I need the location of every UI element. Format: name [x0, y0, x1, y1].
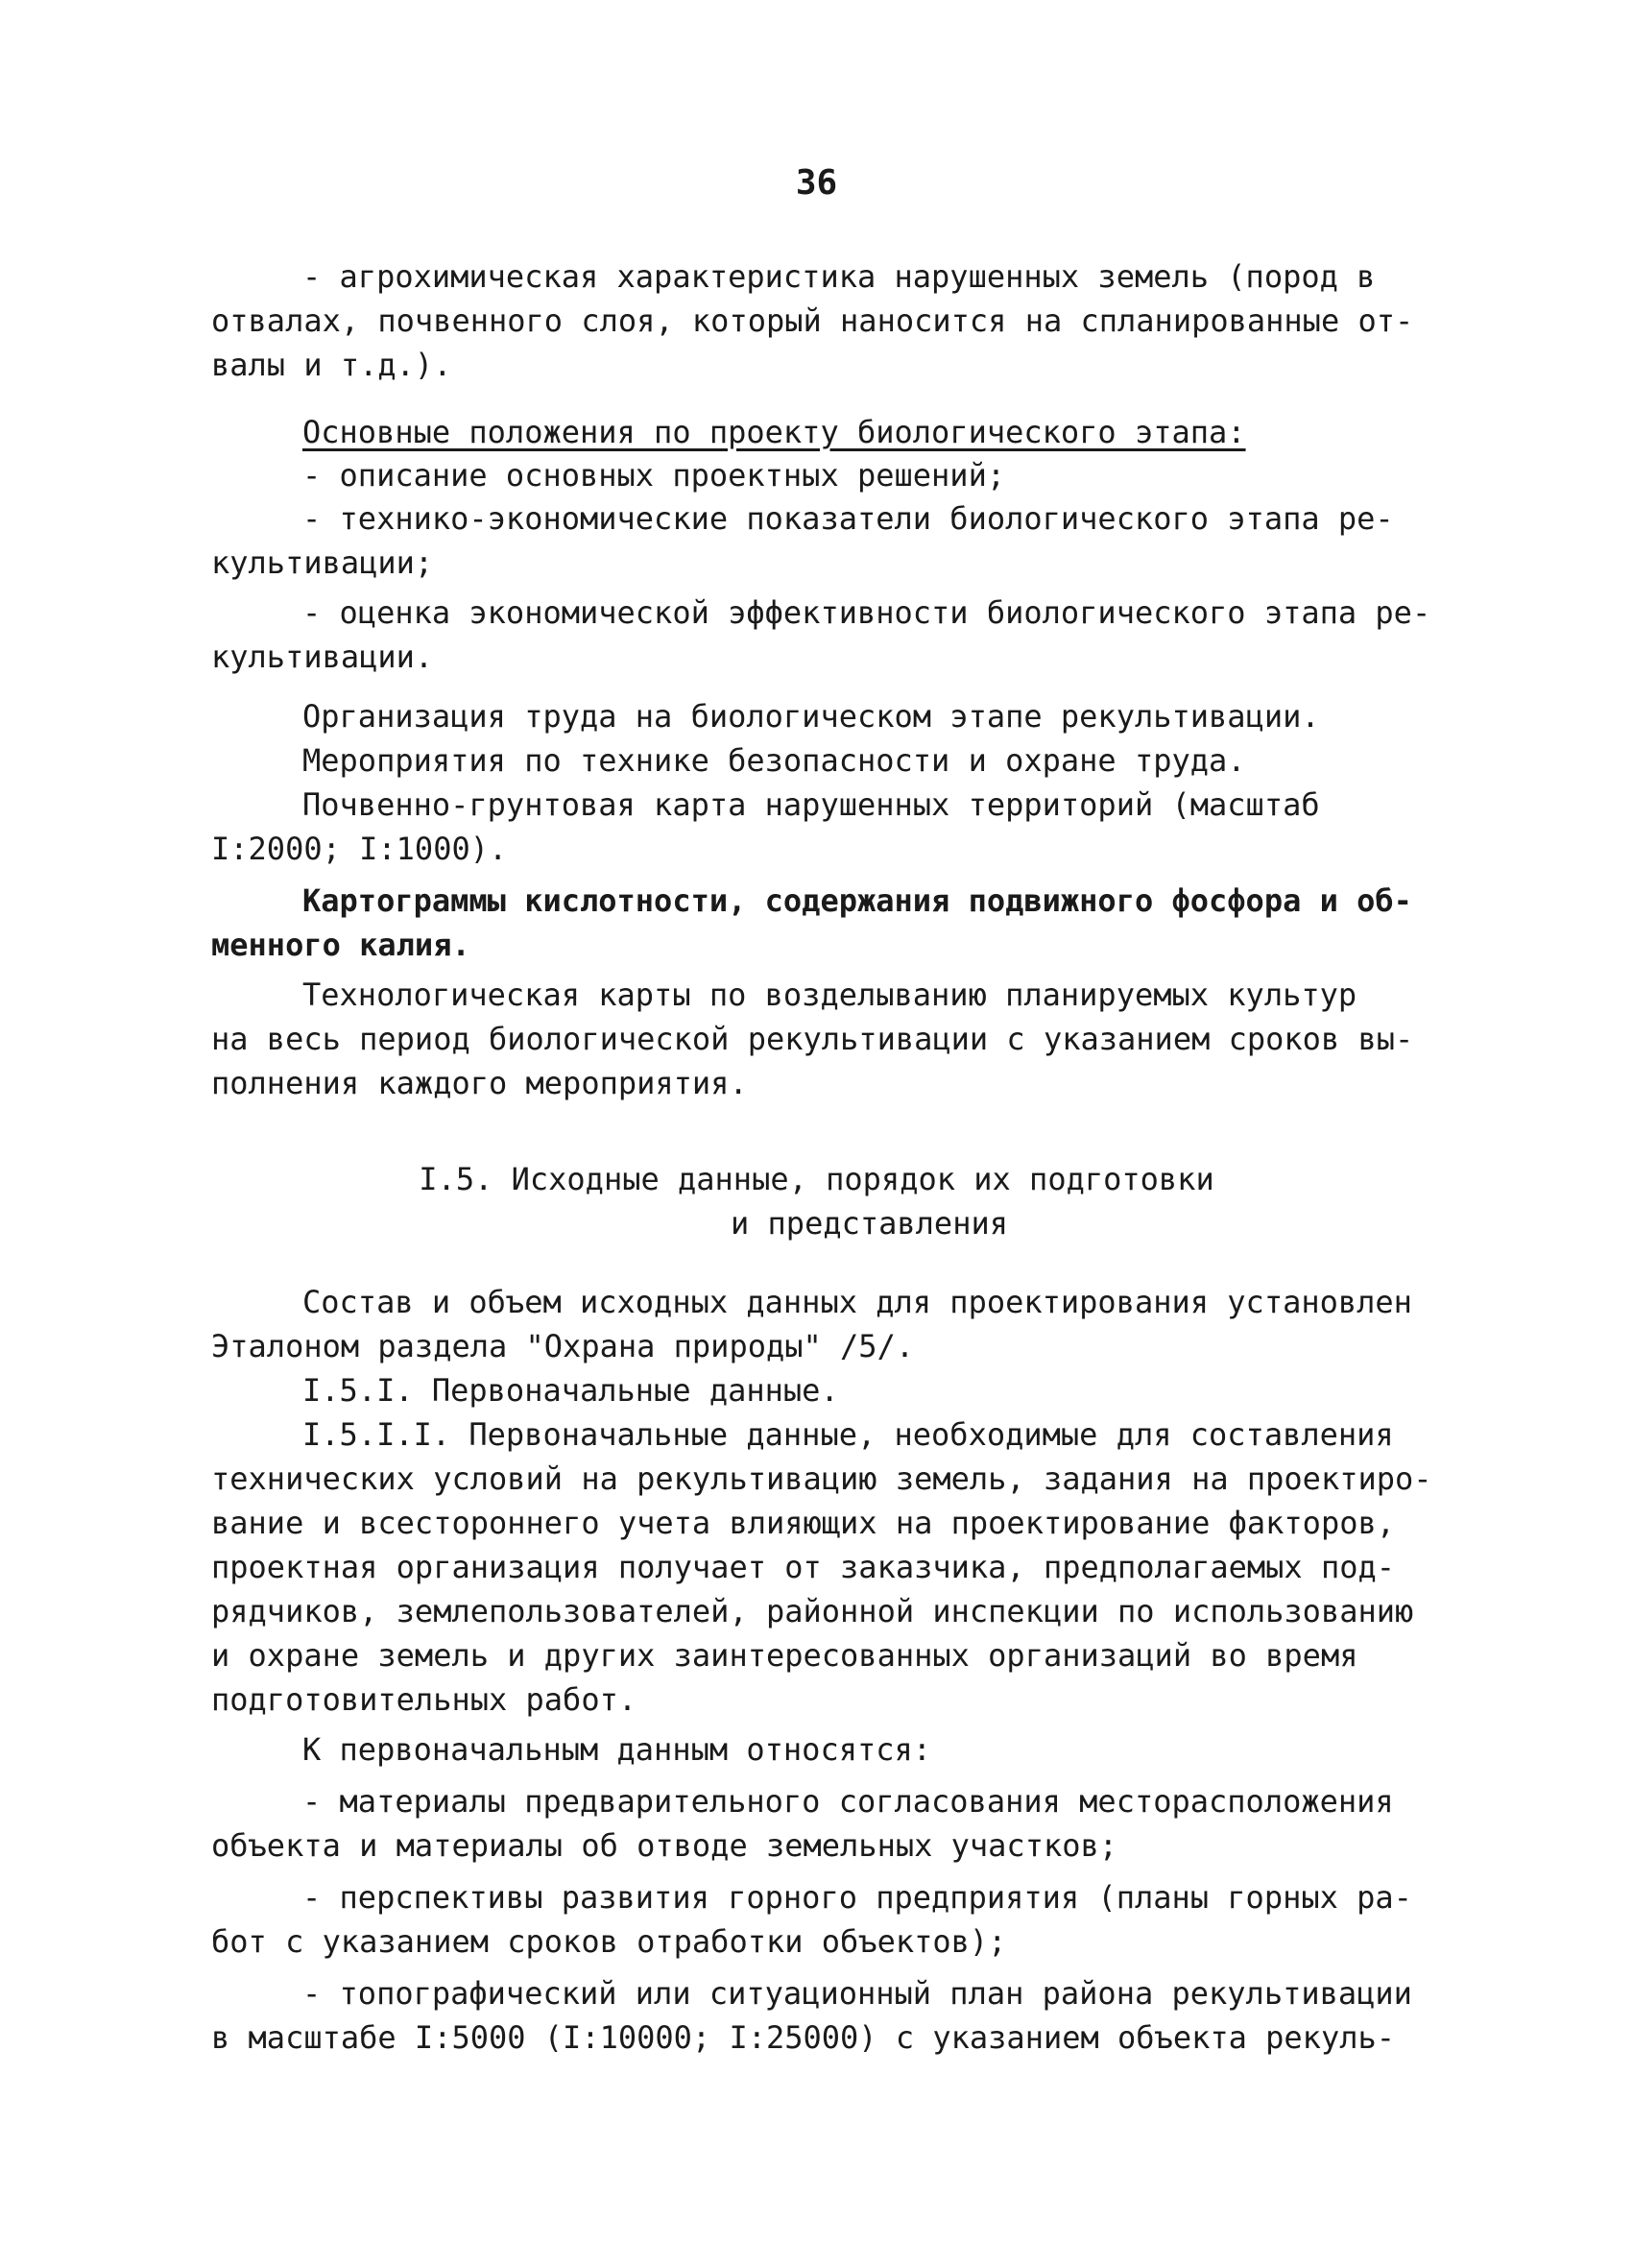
text-line: на весь период биологической рекультивации с указанием сроков вы-: [211, 1021, 1414, 1057]
text-line: - описание основных проектных решений;: [302, 457, 1006, 494]
text-line: и охране земель и других заинтересованных организаций во время: [211, 1637, 1358, 1674]
text-line: культивации.: [211, 639, 434, 675]
text-line: объекта и материалы об отводе земельных участков;: [211, 1827, 1118, 1864]
text-line: Эталоном раздела "Охрана природы" /5/.: [211, 1328, 915, 1364]
section-subheading: Основные положения по проекту биологического этапа:: [302, 414, 1246, 450]
text-line: валы и т.д.).: [211, 347, 452, 383]
text-line: Мероприятия по технике безопасности и охране труда.: [302, 742, 1246, 779]
text-line: К первоначальным данным относятся:: [302, 1731, 932, 1768]
text-line: Почвенно-грунтовая карта нарушенных территорий (масштаб: [302, 786, 1320, 823]
text-line: подготовительных работ.: [211, 1681, 637, 1718]
text-line: менного калия.: [211, 927, 470, 963]
text-line: бот с указанием сроков отработки объектов);: [211, 1923, 1007, 1960]
text-line: I:2000; I:1000).: [211, 831, 508, 867]
section-heading-line-2: и представления: [731, 1205, 1008, 1242]
section-heading-line-1: I.5. Исходные данные, порядок их подготовки: [419, 1161, 1214, 1197]
text-line: Состав и объем исходных данных для проектирования установлен: [302, 1284, 1412, 1320]
text-line: полнения каждого мероприятия.: [211, 1065, 748, 1101]
text-line: - технико-экономические показатели биологического этапа ре-: [302, 500, 1394, 537]
text-line: - перспективы развития горного предприятия (планы горных ра-: [302, 1879, 1412, 1916]
text-line: Картограммы кислотности, содержания подвижного фосфора и об-: [302, 882, 1412, 919]
text-line: проектная организация получает от заказчика, предполагаемых под-: [211, 1549, 1395, 1585]
text-line: культивации;: [211, 544, 434, 581]
text-line: технических условий на рекультивацию земель, задания на проектиро-: [211, 1460, 1432, 1497]
text-line: - агрохимическая характеристика нарушенных земель (пород в: [302, 258, 1376, 295]
text-line: - оценка экономической эффективности биологического этапа ре-: [302, 594, 1431, 631]
text-line: - материалы предварительного согласования месторасположения: [302, 1783, 1394, 1820]
text-line: в масштабе I:5000 (I:10000; I:25000) с указанием объекта рекуль-: [211, 2019, 1395, 2056]
text-line: вание и всестороннего учета влияющих на проектирование факторов,: [211, 1505, 1395, 1541]
page-number: 36: [795, 163, 838, 203]
text-line: отвалах, почвенного слоя, который наносится на спланированные от-: [211, 302, 1414, 339]
text-line: - топографический или ситуационный план района рекультивации: [302, 1975, 1412, 2012]
text-line: I.5.I. Первоначальные данные.: [302, 1372, 839, 1409]
text-line: I.5.I.I. Первоначальные данные, необходимые для составления: [302, 1416, 1394, 1453]
text-line: Организация труда на биологическом этапе рекультивации.: [302, 698, 1320, 735]
text-line: рядчиков, землепользователей, районной инспекции по использованию: [211, 1593, 1414, 1629]
text-line: Технологическая карты по возделыванию планируемых культур: [302, 977, 1357, 1013]
